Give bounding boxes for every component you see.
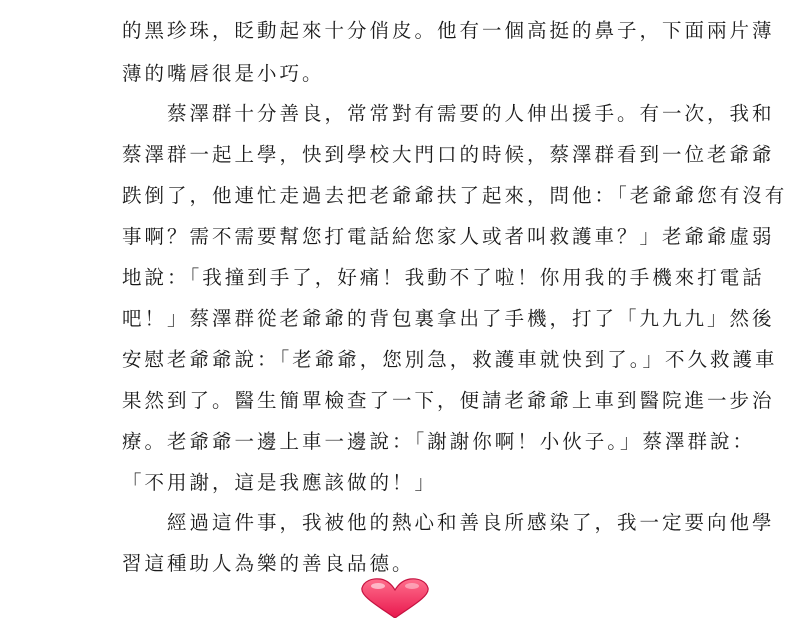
text-line-1: 的黑珍珠，眨動起來十分俏皮。他有一個高挺的鼻子，下面兩片薄 — [122, 19, 775, 42]
text-line-14: 習這種助人為樂的善良品德。 — [122, 552, 415, 575]
text-line-6: 事啊？需不需要幫您打電話給您家人或者叫救護車？」老爺爺虛弱 — [122, 225, 775, 248]
text-line-11: 療。老爺爺一邊上車一邊說：「謝謝你啊！小伙子。」蔡澤群說： — [122, 430, 756, 453]
text-line-10: 果然到了。醫生簡單檢查了一下，便請老爺爺上車到醫院進一步治 — [122, 389, 775, 412]
text-line-8: 吧！」蔡澤群從老爺爺的背包裏拿出了手機，打了「九九九」然後 — [122, 307, 775, 330]
text-line-4: 蔡澤群一起上學，快到學校大門口的時候，蔡澤群看到一位老爺爺 — [122, 143, 775, 166]
text-line-2: 薄的嘴唇很是小巧。 — [122, 62, 325, 85]
heart-icon — [358, 578, 432, 618]
text-line-9: 安慰老爺爺說：「老爺爺，您別急，救護車就快到了。」不久救護車 — [122, 348, 778, 371]
text-line-13: 經過這件事，我被他的熱心和善良所感染了，我一定要向他學 — [122, 511, 775, 534]
text-line-5: 跌倒了，他連忙走過去把老爺爺扶了起來，問他：「老爺爺您有沒有 — [122, 184, 788, 207]
text-line-12: 「不用謝，這是我應該做的！」 — [122, 471, 438, 494]
text-line-7: 地說：「我撞到手了，好痛！我動不了啦！你用我的手機來打電話 — [122, 266, 765, 289]
text-line-3: 蔡澤群十分善良，常常對有需要的人伸出援手。有一次，我和 — [122, 102, 775, 125]
